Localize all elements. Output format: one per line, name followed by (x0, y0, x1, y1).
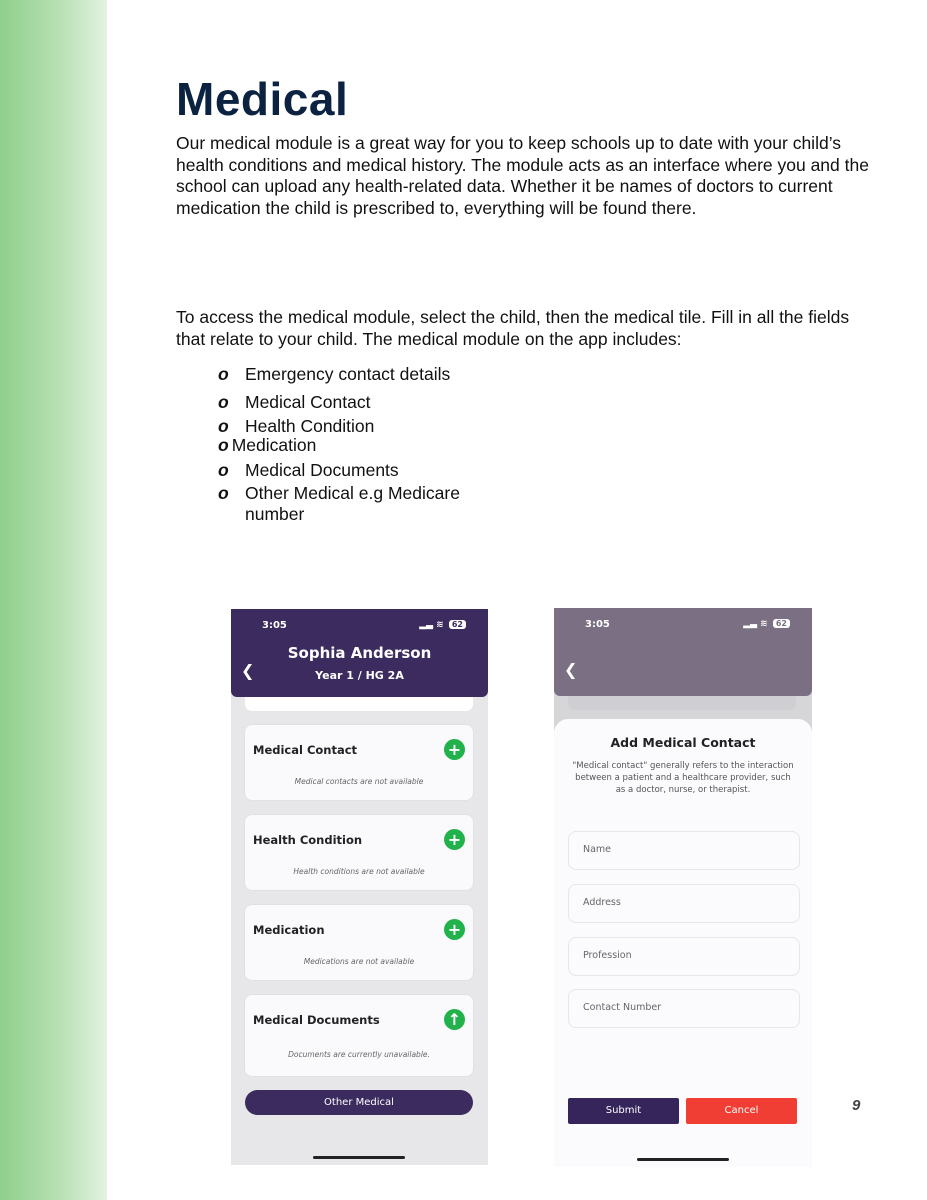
card-stub (245, 697, 473, 711)
bullet-marker: o (218, 416, 229, 436)
sheet-title: Add Medical Contact (610, 735, 756, 750)
list-item-text: Medical Contact (245, 392, 371, 412)
phone-screenshot-add-contact (554, 608, 812, 1167)
status-time: 3:05 (262, 620, 287, 631)
card-subtitle: Documents are currently unavailable. (288, 1050, 430, 1059)
plus-icon[interactable]: + (444, 919, 465, 940)
battery-icon: 62 (773, 619, 790, 628)
back-chevron-icon[interactable]: ❮ (564, 660, 578, 679)
address-field[interactable] (568, 884, 800, 923)
submit-button[interactable]: Submit (568, 1098, 679, 1124)
student-class: Year 1 / HG 2A (315, 669, 404, 682)
battery-icon: 62 (449, 620, 466, 629)
page-title: Medical (176, 73, 349, 125)
list-item-text: Other Medical e.g Medicare number (245, 483, 460, 524)
status-icons (743, 619, 790, 629)
list-item-text: Emergency contact details (245, 364, 451, 384)
list-item (218, 435, 316, 456)
card-title: Health Condition (253, 833, 363, 847)
bullet-marker: o (218, 392, 229, 412)
decorative-side-band (0, 0, 107, 1200)
access-paragraph: To access the medical module, select the child, then the medical tile. Fill in all the fields that relate to your child. The medical module on the app includes: (176, 307, 850, 349)
wifi-icon: ≋ (436, 620, 444, 630)
plus-icon[interactable]: + (444, 739, 465, 760)
card-title: Medication (253, 923, 325, 937)
plus-icon[interactable]: + (444, 829, 465, 850)
bullet-marker: o (218, 460, 229, 480)
student-header (231, 609, 488, 697)
field-placeholder: Name (583, 844, 612, 855)
field-placeholder: Contact Number (583, 1002, 662, 1013)
intro-paragraph: Our medical module is a great way for you to keep schools up to date with your child’s health conditions and medical history. The module acts as an interface where you and the school can upload any health-related data. Whether it be names of doctors to current medication the child is prescribed to, everything will be found there. (176, 133, 869, 218)
field-placeholder: Profession (583, 950, 632, 961)
card-title: Medical Documents (253, 1013, 380, 1027)
page-number: 9 (852, 1097, 861, 1114)
upload-arrow-icon[interactable]: ↑ (444, 1009, 465, 1030)
home-indicator (637, 1158, 729, 1161)
medical-contact-card[interactable] (245, 725, 473, 800)
medical-documents-card[interactable] (245, 995, 473, 1076)
bullet-marker: o (218, 483, 229, 503)
status-time: 3:05 (585, 619, 610, 630)
card-subtitle: Health conditions are not available (293, 867, 425, 876)
field-placeholder: Address (583, 897, 621, 908)
contact-number-field[interactable] (568, 989, 800, 1028)
dimmed-header (554, 608, 812, 696)
back-chevron-icon[interactable]: ❮ (241, 661, 255, 680)
card-title: Medical Contact (253, 743, 358, 757)
profession-field[interactable] (568, 937, 800, 976)
student-name: Sophia Anderson (287, 644, 432, 662)
bullet-marker: o (218, 364, 229, 384)
card-stub (568, 696, 796, 710)
phone-screenshot-medical-list (231, 609, 488, 1165)
signal-icon: ▂▃ (743, 619, 758, 629)
list-item-text: Health Condition (245, 416, 375, 436)
home-indicator (313, 1156, 405, 1159)
card-subtitle: Medications are not available (303, 957, 415, 966)
signal-icon: ▂▃ (419, 620, 434, 630)
other-medical-button[interactable]: Other Medical (245, 1090, 473, 1115)
bullet-marker: o (218, 435, 229, 455)
list-item-text: Medication (231, 435, 317, 455)
list-item-text: Medical Documents (245, 460, 399, 480)
add-medical-contact-sheet (554, 719, 812, 1167)
cancel-button[interactable]: Cancel (686, 1098, 797, 1124)
name-field[interactable] (568, 831, 800, 870)
wifi-icon: ≋ (760, 619, 768, 629)
sheet-description: "Medical contact" generally refers to the interaction between a patient and a healthcare provider, such as a doctor, nurse, or therapist. (572, 761, 794, 795)
medication-card[interactable] (245, 905, 473, 980)
status-icons (419, 620, 466, 630)
health-condition-card[interactable] (245, 815, 473, 890)
card-subtitle: Medical contacts are not available (294, 777, 424, 786)
